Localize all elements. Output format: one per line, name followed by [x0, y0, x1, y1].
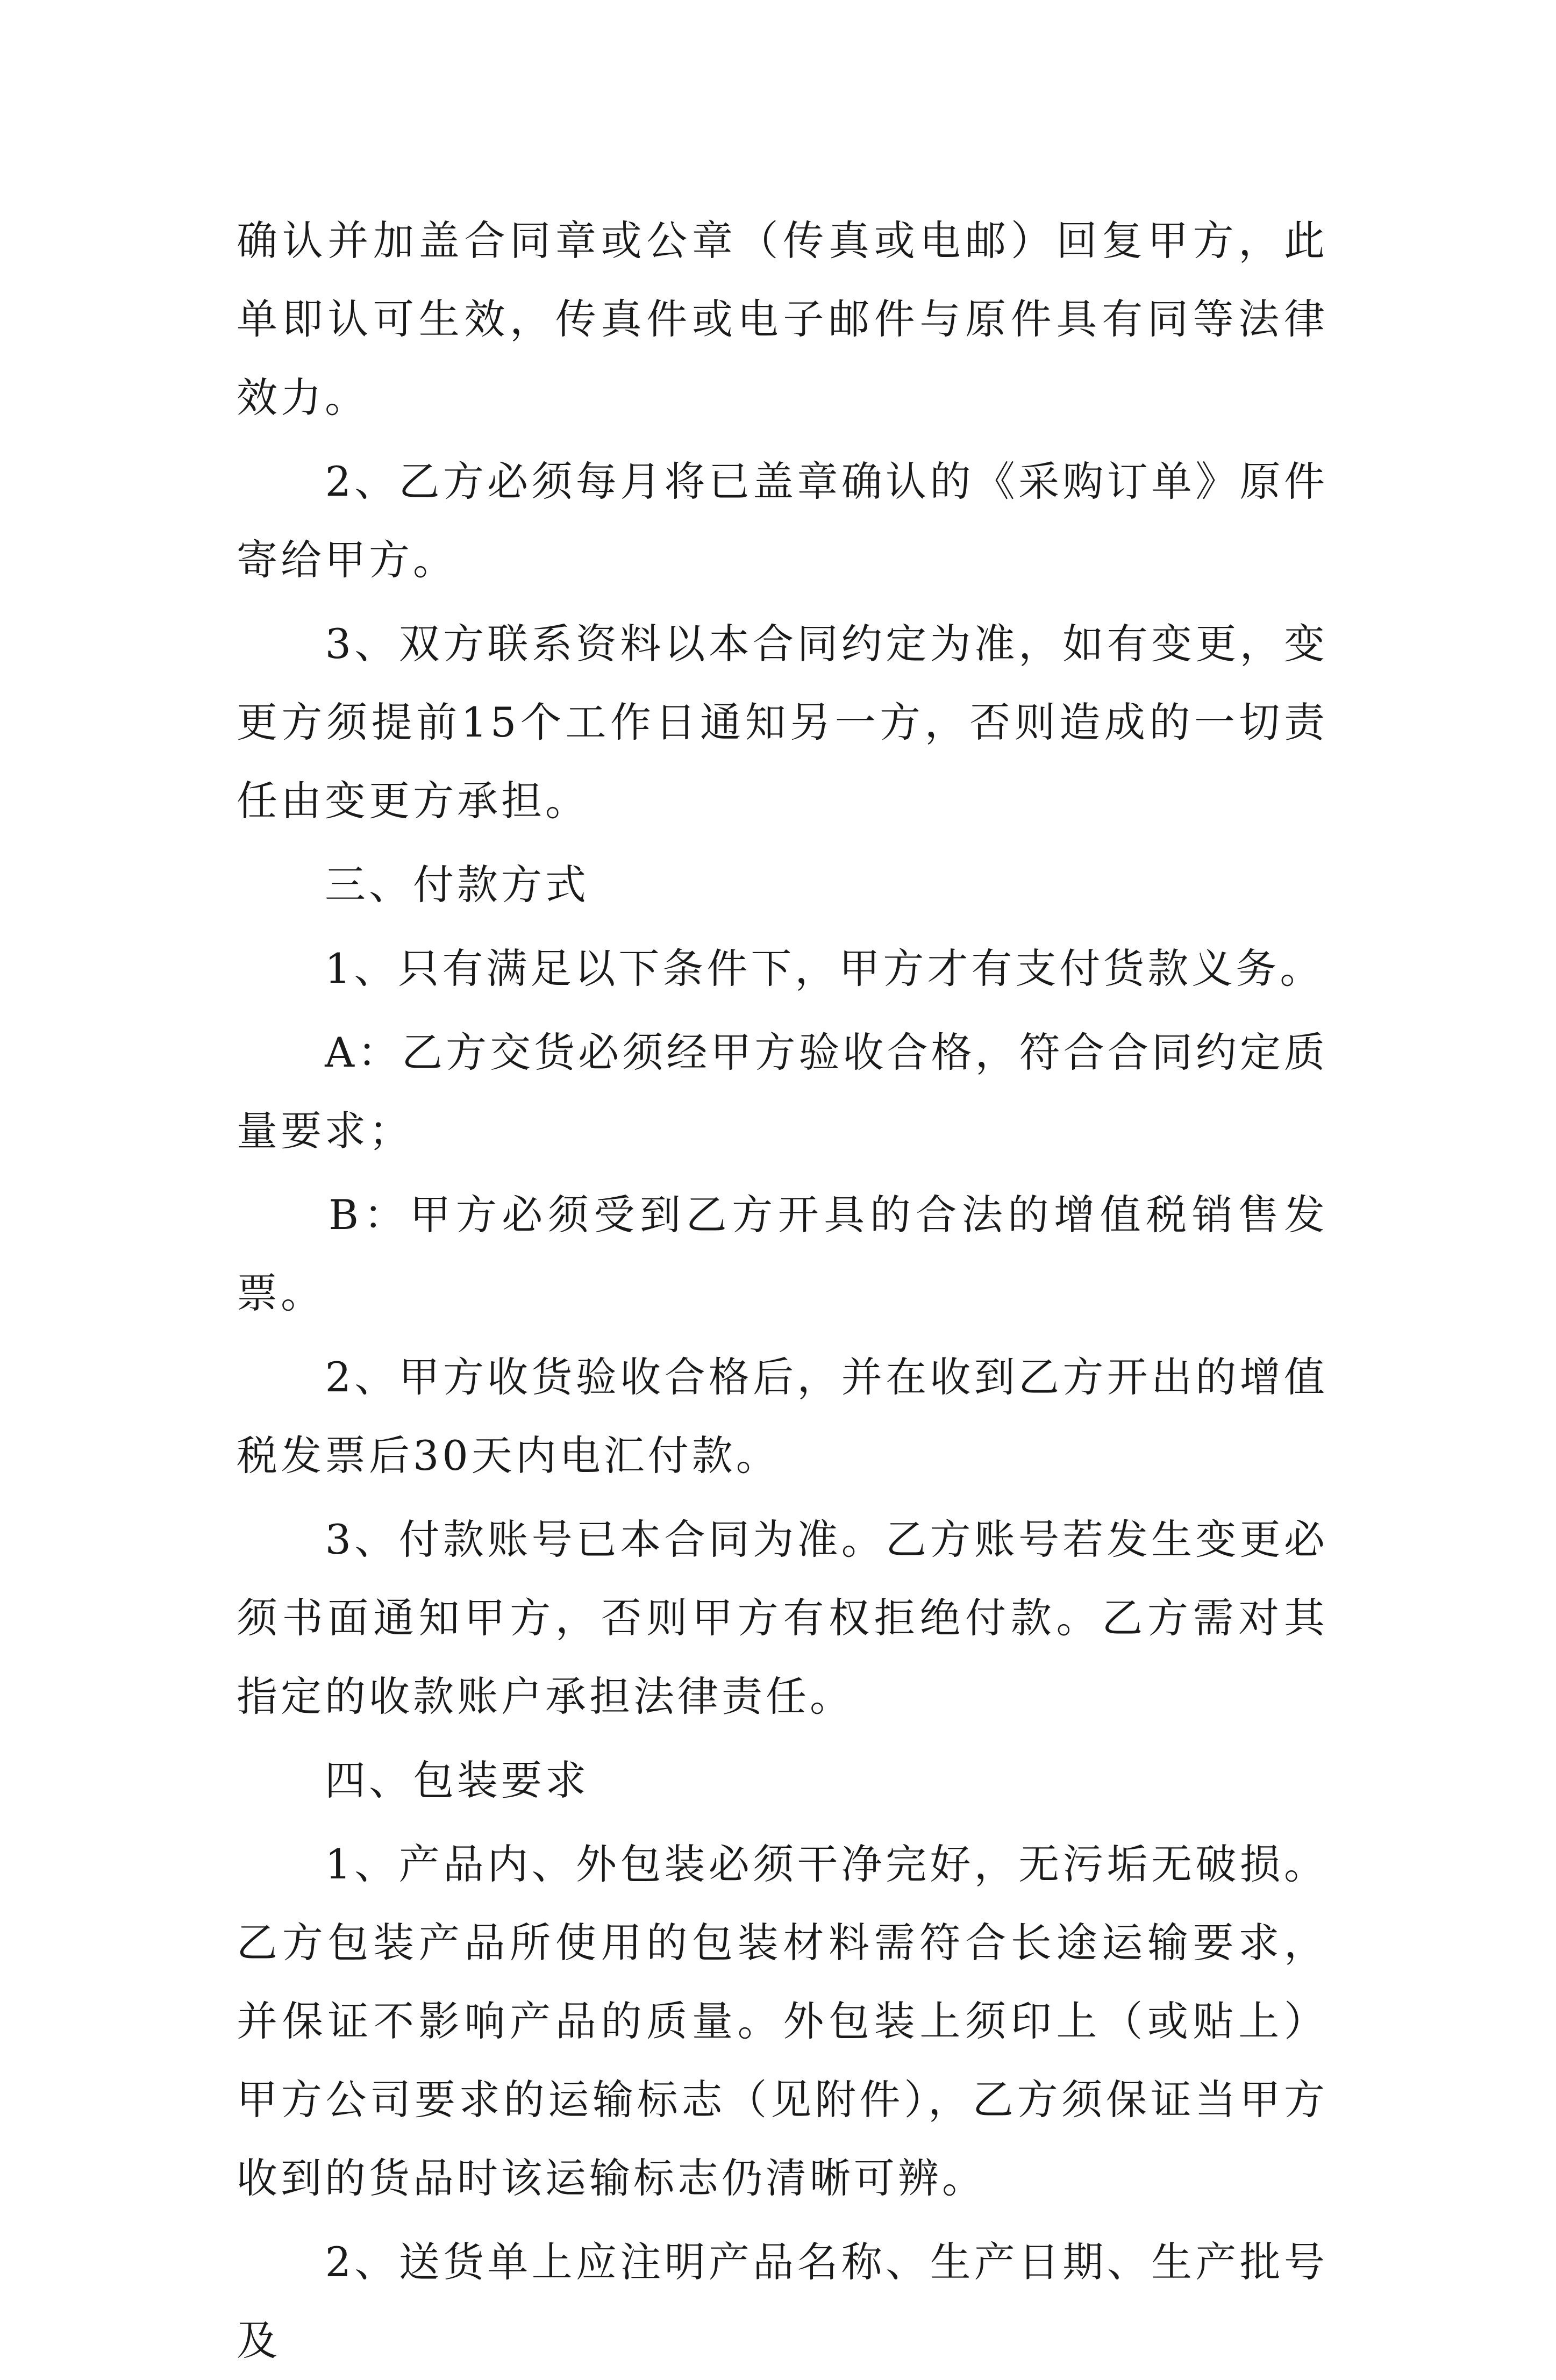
paragraph-clause-2-3: 3、双方联系资料以本合同约定为准，如有变更，变更方须提前15个工作日通知另一方，否则造成的一切责任由变更方承担。 — [237, 620, 1328, 825]
paragraph-clause-3-2: 2、甲方收货验收合格后，并在收到乙方开出的增值税发票后30天内电汇付款。 — [237, 1353, 1328, 1480]
document-body — [237, 202, 1328, 2380]
paragraph-condition-b: B：甲方必须受到乙方开具的合法的增值税销售发票。 — [237, 1191, 1328, 1317]
section-heading-payment: 三、付款方式 — [237, 861, 589, 909]
paragraph-clause-2-2: 2、乙方必须每月将已盖章确认的《采购订单》原件寄给甲方。 — [237, 458, 1328, 584]
paragraph-clause-4-2: 2、送货单上应注明产品名称、生产日期、生产批号及 — [237, 2238, 1328, 2364]
paragraph-condition-a: A：乙方交货必须经甲方验收合格，符合合同约定质量要求； — [237, 1028, 1328, 1155]
paragraph-confirmation: 确认并加盖合同章或公章（传真或电邮）回复甲方，此单即认可生效，传真件或电子邮件与原件具有同等法律效力。 — [237, 217, 1328, 421]
paragraph-clause-3-1: 1、只有满足以下条件下，甲方才有支付货款义务。 — [237, 945, 1324, 992]
paragraph-clause-3-3: 3、付款账号已本合同为准。乙方账号若发生变更必须书面通知甲方，否则甲方有权拒绝付款。乙方需对其指定的收款账户承担法律责任。 — [237, 1516, 1328, 1720]
section-heading-packaging: 四、包装要求 — [237, 1756, 589, 1804]
paragraph-clause-4-1: 1、产品内、外包装必须干净完好，无污垢无破损。乙方包装产品所使用的包装材料需符合长途运输要求，并保证不影响产品的质量。外包装上须印上（或贴上）甲方公司要求的运输标志（见附件），乙方须保证当甲方收到的货品时该运输标志仍清晰可辨。 — [237, 1840, 1328, 2202]
